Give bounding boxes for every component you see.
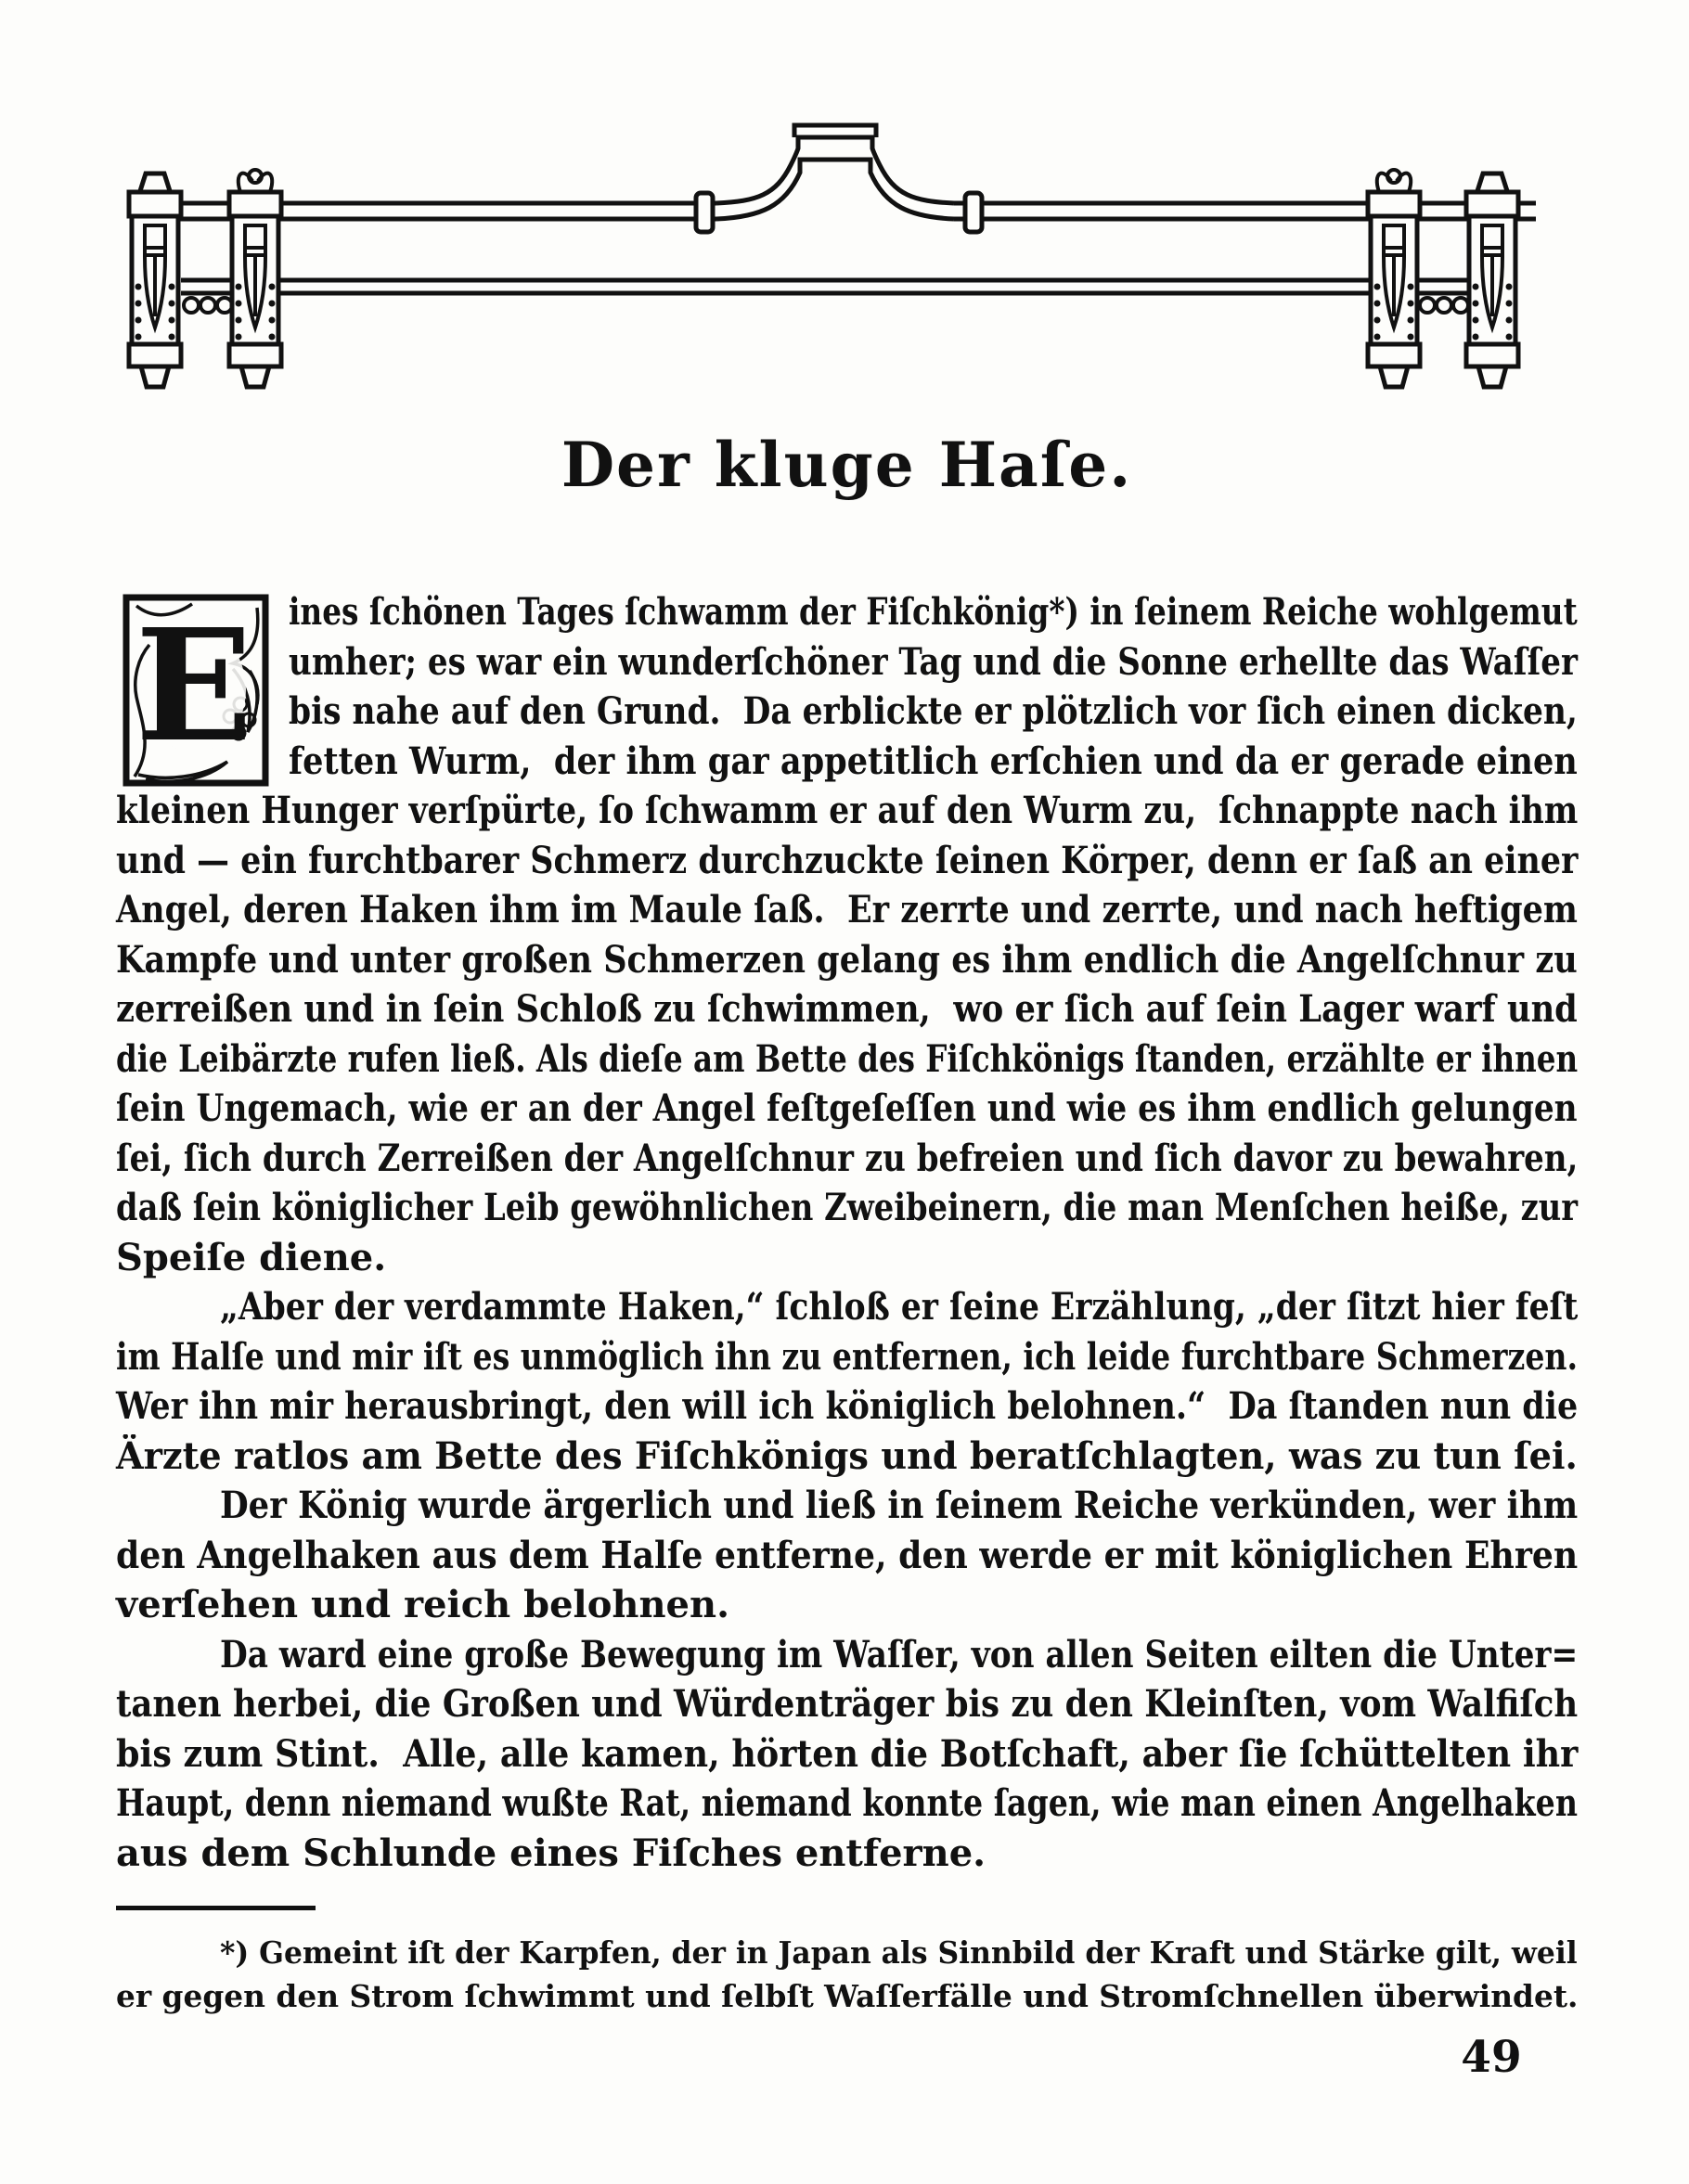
text-line: ſein Ungemach, wie er an der Angel feſtgeſeſſen und wie es ihm endlich gelungen — [116, 1086, 1578, 1130]
story-body — [116, 587, 1578, 2018]
floral-initial-frame-icon — [122, 593, 270, 788]
text-line: bis zum Stint. Alle, alle kamen, hörten die Botſchaft, aber ſie ſchüttelten ihr — [116, 1731, 1579, 1776]
drop-cap-initial — [122, 593, 270, 788]
text-line: bis nahe auf den Grund. Da erblickte er plötzlich vor ſich einen dicken, — [289, 689, 1578, 733]
text-line: fetten Wurm, der ihm gar appetitlich erſchien und da er gerade einen — [289, 739, 1578, 783]
text-line: den Angelhaken aus dem Halſe entferne, den werde er mit königlichen Ehren — [116, 1533, 1579, 1577]
footnote-line: *) Gemeint iſt der Karpfen, der in Japan als Sinnbild der Kraft und Stärke gilt, weil — [220, 1934, 1578, 1971]
text-line: Haupt, denn niemand wußte Rat, niemand konnte ſagen, wie man einen Angelhaken — [116, 1781, 1578, 1825]
paragraph — [116, 1282, 1578, 1481]
paragraph-lines — [116, 1481, 1578, 1630]
paragraph — [116, 1630, 1578, 1879]
text-line: „Aber der verdammte Haken,“ ſchloß er ſeine Erzählung, „der ſitzt hier feſt — [220, 1285, 1579, 1329]
text-line: Wer ihn mir herausbringt, den will ich königlich belohnen.“ Da ſtanden nun die — [116, 1384, 1579, 1428]
footnote-separator-rule — [116, 1906, 316, 1910]
footnote — [116, 1931, 1578, 2018]
dropcap-wrapped-lines — [289, 587, 1578, 786]
text-line: im Halſe und mir iſt es unmöglich ihn zu entfernen, ich leide furchtbare Schmerzen. — [116, 1334, 1579, 1379]
text-line: zerreißen und in ſein Schloß zu ſchwimmen, wo er ſich auf ſein Lager warf und — [116, 987, 1578, 1031]
text-line: die Leibärzte rufen ließ. Als dieſe am Bette des Fiſchkönigs ſtanden, erzählte er ihnen — [116, 1036, 1579, 1081]
paragraph-lines — [116, 786, 1578, 1282]
text-line: umher; es war ein wunderſchöner Tag und die Sonne erhellte das Waſſer — [289, 639, 1578, 684]
text-line: Der König wurde ärgerlich und ließ in ſeinem Reiche verkünden, wer ihm — [220, 1484, 1579, 1527]
page-title: Der kluge Haſe. — [561, 429, 1133, 501]
text-line: Kampfe und unter großen Schmerzen gelang es ihm endlich die Angelſchnur zu — [116, 937, 1578, 982]
text-line: Da ward eine große Bewegung im Waſſer, von allen Seiten eilten die Unter= — [220, 1632, 1579, 1677]
text-line: tanen herbei, die Großen und Würdenträger bis zu den Kleinſten, vom Walfiſch — [116, 1682, 1579, 1726]
text-line: ines ſchönen Tages ſchwamm der Fiſchkönig*) in ſeinem Reiche wohlgemut — [289, 590, 1578, 634]
paragraph — [116, 1481, 1578, 1630]
text-line: ſei, ſich durch Zerreißen der Angelſchnur zu befreien und ſich davor zu bewahren, — [116, 1136, 1579, 1180]
text-line: kleinen Hunger verſpürte, ſo ſchwamm er auf den Wurm zu, ſchnappte nach ihm — [116, 789, 1579, 832]
text-line: verſehen und reich belohnen. — [116, 1583, 730, 1626]
text-line: Ärzte ratlos am Bette des Fiſchkönigs und beratſchlagten, was zu tun ſei. — [116, 1433, 1578, 1478]
text-line: Speiſe diene. — [116, 1235, 387, 1279]
paragraph-lines — [116, 1282, 1578, 1481]
art-nouveau-rule-icon — [110, 113, 1579, 392]
drop-cap-letter: E — [135, 596, 253, 777]
paragraph — [116, 587, 1578, 1282]
text-line: daß ſein königlicher Leib gewöhnlichen Zweibeinern, die man Menſchen heiße, zur — [116, 1186, 1579, 1229]
paragraph-lines — [116, 1630, 1578, 1879]
header-ornament — [110, 113, 1579, 392]
text-line: aus dem Schlunde eines Fiſches entferne. — [116, 1831, 986, 1875]
text-line: und — ein furchtbarer Schmerz durchzuckte ſeinen Körper, denn er ſaß an einer — [116, 838, 1579, 882]
text-line: Angel, deren Haken ihm im Maule ſaß. Er zerrte und zerrte, und nach heftigem — [116, 888, 1578, 931]
footnote-line: er gegen den Strom ſchwimmt und ſelbſt Waſſerfälle und Stromſchnellen überwindet. — [116, 1978, 1579, 2014]
page-number: 49 — [1461, 2032, 1522, 2083]
